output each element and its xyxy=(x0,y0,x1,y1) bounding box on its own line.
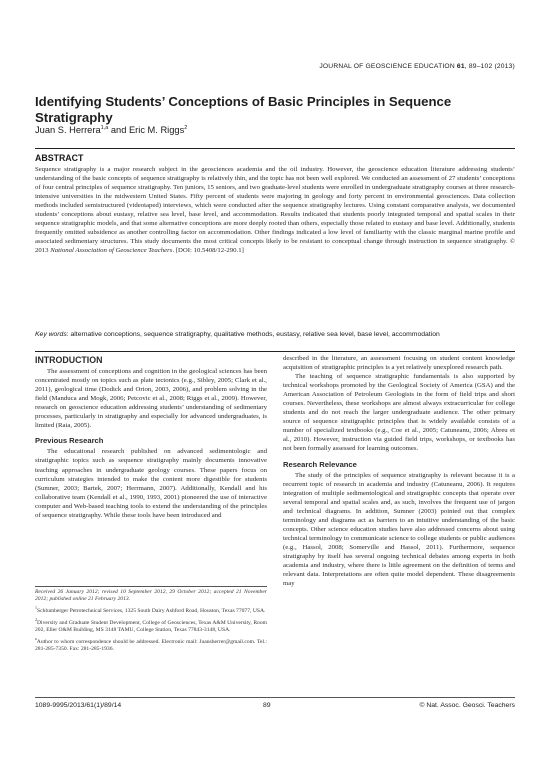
author-1-affiliation: 1,a xyxy=(100,125,109,131)
intro-paragraph-1: The assessment of conceptions and cognition in the geological sciences has been concentrated mostly on topics such as plate tectonics (e.g., Sibley, 2005; Clark et al., 2011), geological time (Dodick and Orion, 2003, 2006), and problem solving in the field (Manduca and Mogk, 2006; Petcovic et al., 2008; Riggs et al., 2009). However, research on geoscience education addressing students’ understanding of sedimentary processes, particularly in stratigraphy and especially for advanced undergraduates, is limited (Raia, 2005). xyxy=(35,368,267,430)
right-paragraph-1: described in the literature, an assessment focusing on student content knowledge acquisition of stratigraphic principles is a yet relatively unexplored research path. xyxy=(283,355,515,372)
left-column xyxy=(35,356,267,520)
introduction-heading: INTRODUCTION xyxy=(35,355,103,365)
footnote-1: $^1$Schlumberger Petrotechnical Services, 1325 South Dairy Ashford Road, Houston, Texas 77077, USA. xyxy=(35,605,266,615)
paper-title: Identifying Students’ Conceptions of Basic Principles in Sequence Stratigraphy xyxy=(35,94,452,125)
footer-copyright: © Nat. Assoc. Geosci. Teachers xyxy=(419,702,515,709)
paper-page xyxy=(35,0,515,777)
footnote-a: $^a$Author to whom correspondence should be addressed. Electronic mail: Juansherrer@gmail.com. Tel.: 281-285-7350. Fax: 281-285-1936. xyxy=(35,636,267,653)
footnotes xyxy=(35,589,267,654)
previous-research-heading: Previous Research xyxy=(35,436,104,446)
keywords xyxy=(35,330,515,339)
title-divider xyxy=(35,148,515,149)
page-number: 89 xyxy=(263,702,271,709)
author-line xyxy=(35,125,187,135)
abstract-text: Sequence stratigraphy is a major research subject in the geosciences academia and the oil industry. However, the geoscience education literature addressing students’ understanding of the basic concepts of sequence stratigraphy is relatively thin, and the topic has not been well explored. We conducted an assessment of 27 students’ conceptions of four central principles of sequence stratigraphy. Ten juniors, 15 seniors, and two graduate-level students were enrolled in undergraduate stratigraphy courses at three research-intensive universities in the midwestern United States. Fifty percent of students were majoring in geology and forty percent in environmental geosciences. Data collection methods included semistructured (videotaped) interviews, which were conducted after the sequence stratigraphy lectures. Using constant comparative analysis, we documented students’ conceptions about eustasy, relative sea level, base level, and accommodation. Results indicated that students poorly integrated temporal and spatial scales in their sequence stratigraphic models, and that some alternative conceptions are more deeply rooted than others, especially those related to eustasy and base level. Additionally, students frequently omitted subsidence as another controlling factor on accommodation. Other findings indicated a low level of familiarity with the classic marginal marine profile and associated sedimentary structures. This study documents the most critical concepts likely to be resistant to conceptual change through instruction in sequence stratigraphy. © 2013 xyxy=(35,166,515,255)
footnote-divider xyxy=(35,586,267,587)
author-2: and Eric M. Riggs xyxy=(108,125,185,136)
keywords-text: : alternative conceptions, sequence stratigraphy, qualitative methods, eustasy, relative sea level, base level, accommodation xyxy=(66,331,440,338)
author-2-affiliation: 2 xyxy=(184,125,188,131)
journal-volume: 61 xyxy=(456,63,465,70)
journal-pages: , 89–102 (2013) xyxy=(464,63,515,70)
journal-name: JOURNAL OF GEOSCIENCE EDUCATION xyxy=(319,63,455,70)
research-relevance-heading: Research Relevance xyxy=(283,459,357,469)
intro-paragraph-2: The educational research published on advanced sedimentologic and stratigraphic topics such as sequence stratigraphy mainly documents innovative teaching approaches in undergraduate geology courses. These papers focus on curriculum strategies intended to make the content more digestible for students (Sumner, 2003; Bartek, 2007; Herrmann, 2007). Additionally, Kendall and his collaborative team (Kendall et al., 1990, 1993, 2001) pioneered the use of interactive computer and Web-based teaching tools to extend the understanding of the principles of sequence stratigraphy. While these tools have been introduced and xyxy=(35,448,267,519)
author-1: Juan S. Herrera xyxy=(35,125,101,136)
abstract-doi: . [DOI: 10.5408/12-290.1] xyxy=(172,247,244,255)
right-paragraph-2: The teaching of sequence stratigraphic fundamentals is also supported by technical workshops promoted by the Geological Society of America (GSA) and the American Association of Petroleum Geologists in the form of field trips and short courses. Nevertheless, these workshops are almost always extracurricular for college students and do not reach the larger undergraduate audience. The other primary source of sequence stratigraphic principles that is widely available consists of a number of specialized textbooks (e.g., Coe et al., 2005; Catuneanu, 2006; Abreu et al., 2010). However, instruction via guided field trips, workshops, or textbooks has not been formally assessed for learning outcomes. xyxy=(283,373,515,453)
abstract-body xyxy=(35,165,515,255)
right-column xyxy=(283,354,515,588)
body-divider xyxy=(35,351,515,352)
footnote-2: $^2$Diversity and Graduate Student Development, College of Geosciences, Texas A&M University, Room 202, Eller O&M Building, MS 3148 TAMU, College Station, Texas 77843-3148, USA. xyxy=(35,617,267,634)
received-dates: Received 26 January 2012; revised 10 September 2012, 29 October 2012; accepted 21 November 2012; published online 21 February 2013. xyxy=(35,589,267,603)
footer-issn: 1089-9995/2013/61(1)/89/14 xyxy=(35,702,122,709)
abstract-copyright: National Association of Geoscience Teachers xyxy=(50,247,173,255)
right-paragraph-3: The study of the principles of sequence stratigraphy is relevant because it is a recurrent topic of research in academia and industry (Catuneanu, 2006). It requires integration of multiple sedimentological and stratigraphic concepts that operate over several temporal and spatial scales and, as such, involves the frequent use of jargon and technical diagrams. In addition, Sumner (2003) pointed out that complex terminology and diagrams act as barriers to an intuitive understanding of the basic concepts. Other science education studies have also addressed concerns about using technical terminology to communicate science to college students or public audiences (e.g., Hassol, 2008; Somerville and Hassol, 2011). Furthermore, sequence stratigraphy by itself has several ongoing technical debates among experts in both academia and industry, where there is little agreement on the definition of terms and relevant data. Interpretations are often quite model dependent. These disagreements may xyxy=(283,471,515,588)
abstract-heading: ABSTRACT xyxy=(35,153,84,163)
footer-divider xyxy=(35,697,515,698)
journal-header xyxy=(319,63,515,70)
keywords-label: Key words xyxy=(35,331,67,338)
